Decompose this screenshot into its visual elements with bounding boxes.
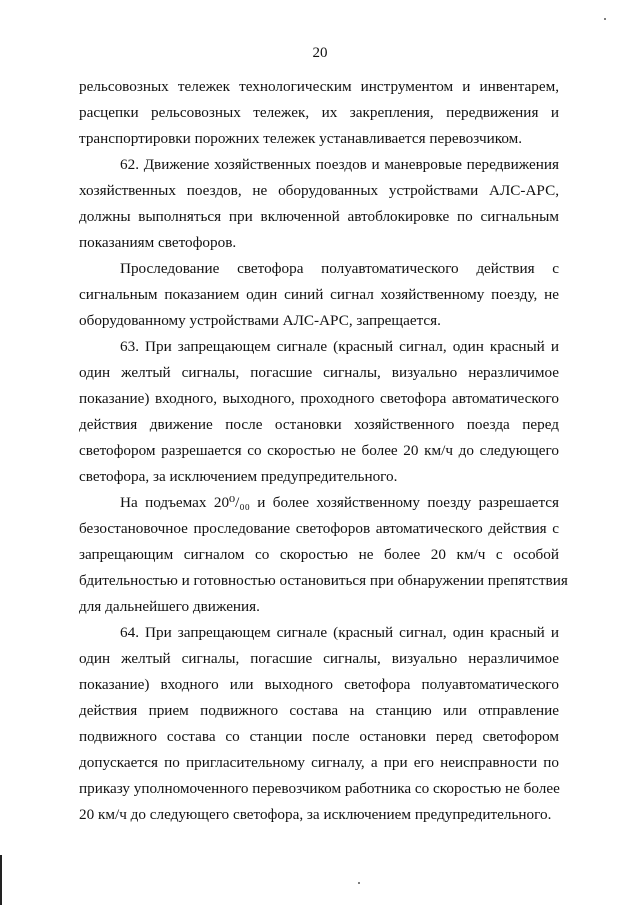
text-line: светофора, за исключением предупредительного. [79, 468, 398, 485]
text-line: действия движение после остановки хозяйственного поезда перед [79, 416, 559, 433]
text-line: действия прием подвижного состава на станцию или отправление [79, 702, 559, 719]
text-line: приказу уполномоченного перевозчиком работника со скоростью не более [79, 780, 560, 797]
text-line: сигнальным показанием один синий сигнал хозяйственному поезду, не [79, 286, 559, 303]
text-line: должны выполняться при включенной автоблокировке по сигнальным [79, 208, 559, 225]
text-line: подвижного состава со станции после остановки перед светофором [79, 728, 559, 745]
text-line: 62. Движение хозяйственных поездов и маневровые передвижения [120, 156, 559, 173]
text-line: 64. При запрещающем сигнале (красный сигнал, один красный и [120, 624, 559, 641]
page-number: 20 [312, 45, 328, 61]
text-line: оборудованному устройствами АЛС-АРС, запрещается. [79, 312, 441, 329]
text-line: транспортировки порожних тележек устанавливается перевозчиком. [79, 130, 523, 147]
text-line: для дальнейшего движения. [79, 598, 260, 615]
text-line: рельсовозных тележек технологическим инструментом и инвентарем, [79, 78, 559, 95]
text-line: хозяйственных поездов, не оборудованных устройствами АЛС-АРС, [79, 182, 559, 199]
text-line: показаниям светофоров. [79, 234, 237, 251]
scan-edge [0, 855, 2, 905]
text-line: светофором разрешается со скоростью не более 20 км/ч до следующего [79, 442, 559, 459]
text-line: На подъемах 20⁰/₀₀ и более хозяйственному поезду разрешается [120, 494, 559, 511]
text-line: допускается по пригласительному сигналу, а при его неисправности по [79, 754, 559, 771]
text-line: показание) входного, выходного, проходного светофора автоматического [79, 390, 559, 407]
text-line: 20 км/ч до следующего светофора, за исключением предупредительного. [79, 806, 552, 823]
text-line: бдительностью и готовностью остановиться при обнаружении препятствия [79, 572, 568, 589]
text-line: один желтый сигналы, погасшие сигналы, визуально неразличимое [79, 364, 559, 381]
text-line: безостановочное проследование светофоров автоматического действия с [79, 520, 559, 537]
text-line: запрещающим сигналом со скоростью не более 20 км/ч с особой [79, 546, 559, 563]
text-line: показание) входного или выходного светофора полуавтоматического [79, 676, 559, 693]
scan-speck [604, 18, 606, 20]
text-line: расцепки рельсовозных тележек, их закрепления, передвижения и [79, 104, 559, 121]
scan-speck [358, 882, 360, 884]
text-line: Проследование светофора полуавтоматического действия с [120, 260, 559, 277]
text-line: 63. При запрещающем сигнале (красный сигнал, один красный и [120, 338, 559, 355]
text-line: один желтый сигналы, погасшие сигналы, визуально неразличимое [79, 650, 559, 667]
